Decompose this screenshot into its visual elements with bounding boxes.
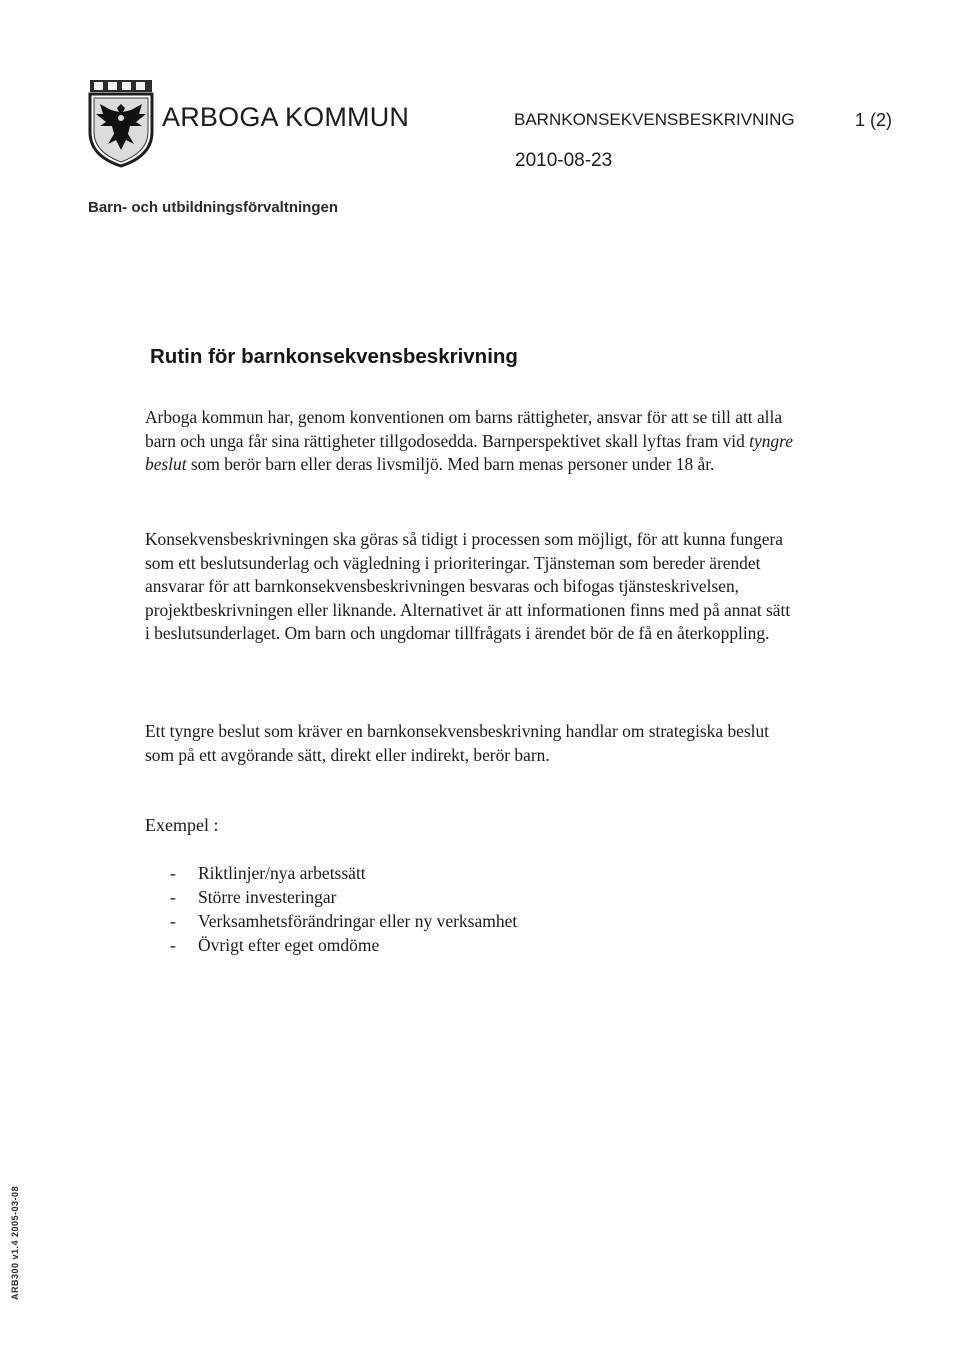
list-item [170,933,517,957]
organization-name: ARBOGA KOMMUN [162,102,410,132]
list-dash: - [170,863,176,883]
list-dash: - [170,911,176,931]
department-name: Barn- och utbildningsförvaltningen [88,199,338,216]
list-item-text: Större investeringar [198,887,337,907]
paragraph-rights-emphasis: tyngre beslut [145,430,793,474]
list-item [170,909,517,933]
coat-of-arms-icon [84,78,158,168]
paragraph-heavy-decision-text: Ett tyngre beslut som kräver en barnkonsekvensbeskrivning handlar om strategiska beslut som på ett avgörande sätt, direkt eller indirekt, berör barn. [145,721,769,765]
list-item-text: Verksamhetsförändringar eller ny verksamhet [198,911,518,931]
list-dash: - [170,935,176,955]
examples-label: Exempel : [145,815,219,835]
paragraph-process-text: Konsekvensbeskrivningen ska göras så tidigt i processen som möjligt, för att kunna fungera som ett beslutsunderlag och vägledning i prioriteringar. Tjänsteman som bereder ärendet ansvarar för att barnkonsekvensbeskrivningen besvaras och bifogas tjänsteskrivelsen, projektbeskrivningen eller liknande. Alternativet är att informationen finns med på annat sätt i beslutsunderlaget. Om barn och ungdomar tillfrågats i ärendet bör de få en återkoppling. [145,529,791,643]
document-type: BARNKONSEKVENSBESKRIVNING [514,110,795,129]
page-number: 1 (2) [855,110,893,130]
document-title: Rutin för barnkonsekvensbeskrivning [150,345,518,368]
paragraph-rights [145,406,795,477]
form-code: ARB300 v1.4 2005-03-08 [10,1185,20,1300]
list-dash: - [170,887,176,907]
examples-list [170,861,517,957]
document-date: 2010-08-23 [515,150,613,171]
list-item [170,885,517,909]
list-item-text: Övrigt efter eget omdöme [198,935,380,955]
paragraph-rights-text-b: som berör barn eller deras livsmiljö. Med barn menas personer under 18 år. [186,454,715,474]
list-item-text: Riktlinjer/nya arbetssätt [198,863,366,883]
list-item [170,861,517,885]
paragraph-heavy-decision [145,720,795,767]
paragraph-rights-text-a: Arboga kommun har, genom konventionen om barns rättigheter, ansvar för att se till att alla barn och unga får sina rättigheter tillgodosedda. Barnperspektivet skall lyftas fram vid [145,407,783,451]
paragraph-process [145,528,795,646]
